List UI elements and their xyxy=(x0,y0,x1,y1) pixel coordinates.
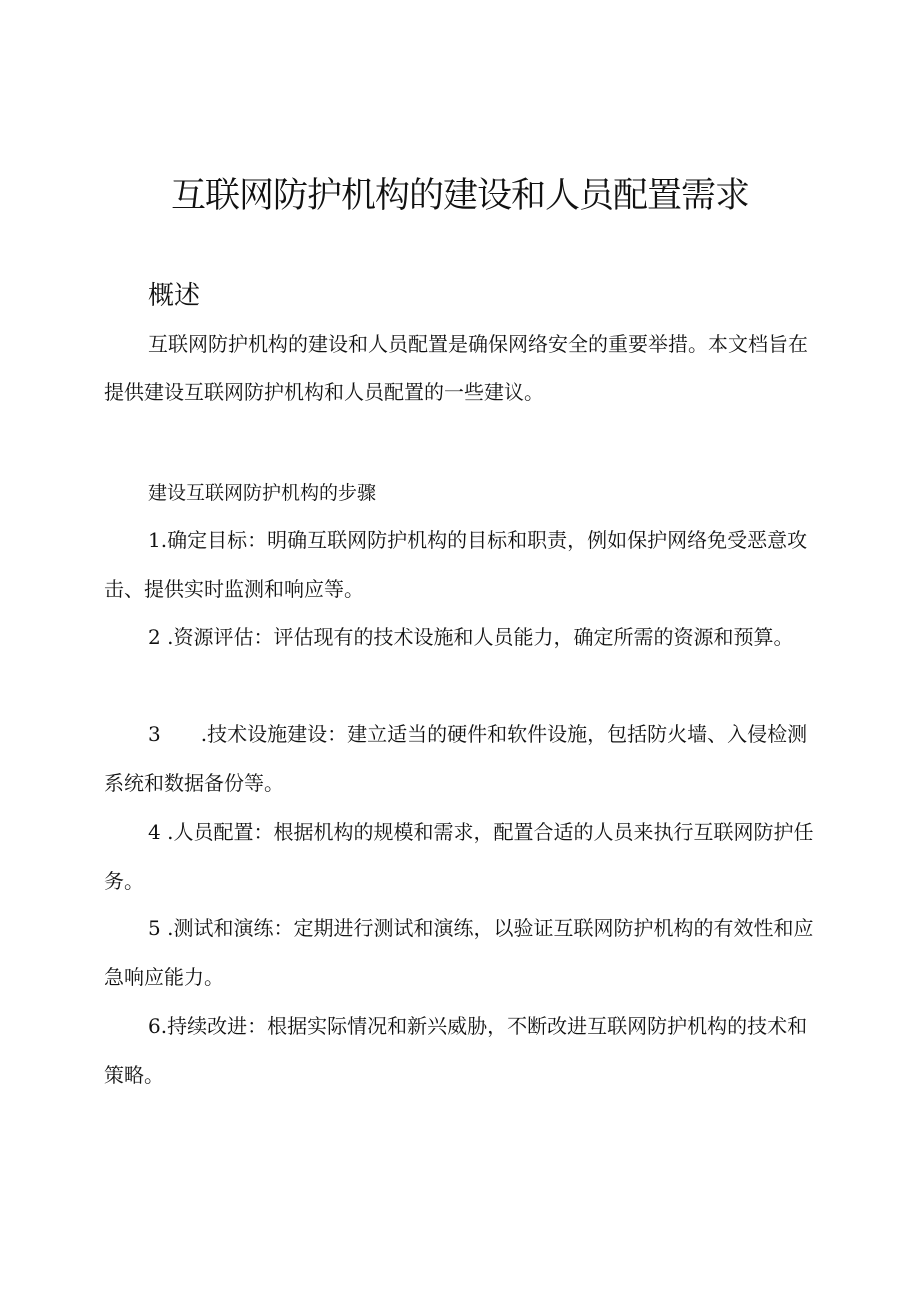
document-title: 互联网防护机构的建设和人员配置需求 xyxy=(170,176,749,216)
step-item-6: 6.持续改进：根据实际情况和新兴威胁，不断改进互联网防护机构的技术和策略。 xyxy=(104,1014,808,1087)
step-item-4: 4 .人员配置：根据机构的规模和需求，配置合适的人员来执行互联网防护任务。 xyxy=(104,820,814,893)
step-item-2: 2 .资源评估：评估现有的技术设施和人员能力，确定所需的资源和预算。 xyxy=(148,625,794,649)
step-item-1: 1.确定目标：明确互联网防护机构的目标和职责，例如保护网络免受恶意攻击、提供实时监测和响应等。 xyxy=(104,528,808,601)
steps-heading: 建设互联网防护机构的步骤 xyxy=(148,482,377,504)
step-item-3: 3 .技术设施建设：建立适当的硬件和软件设施，包括防火墙、入侵检测系统和数据备份等。 xyxy=(104,722,808,795)
overview-heading: 概述 xyxy=(148,281,201,311)
step-item-5: 5 .测试和演练：定期进行测试和演练，以验证互联网防护机构的有效性和应急响应能力。 xyxy=(104,916,814,989)
overview-paragraph: 互联网防护机构的建设和人员配置是确保网络安全的重要举措。本文档旨在提供建设互联网防护机构和人员配置的一些建议。 xyxy=(104,332,808,404)
